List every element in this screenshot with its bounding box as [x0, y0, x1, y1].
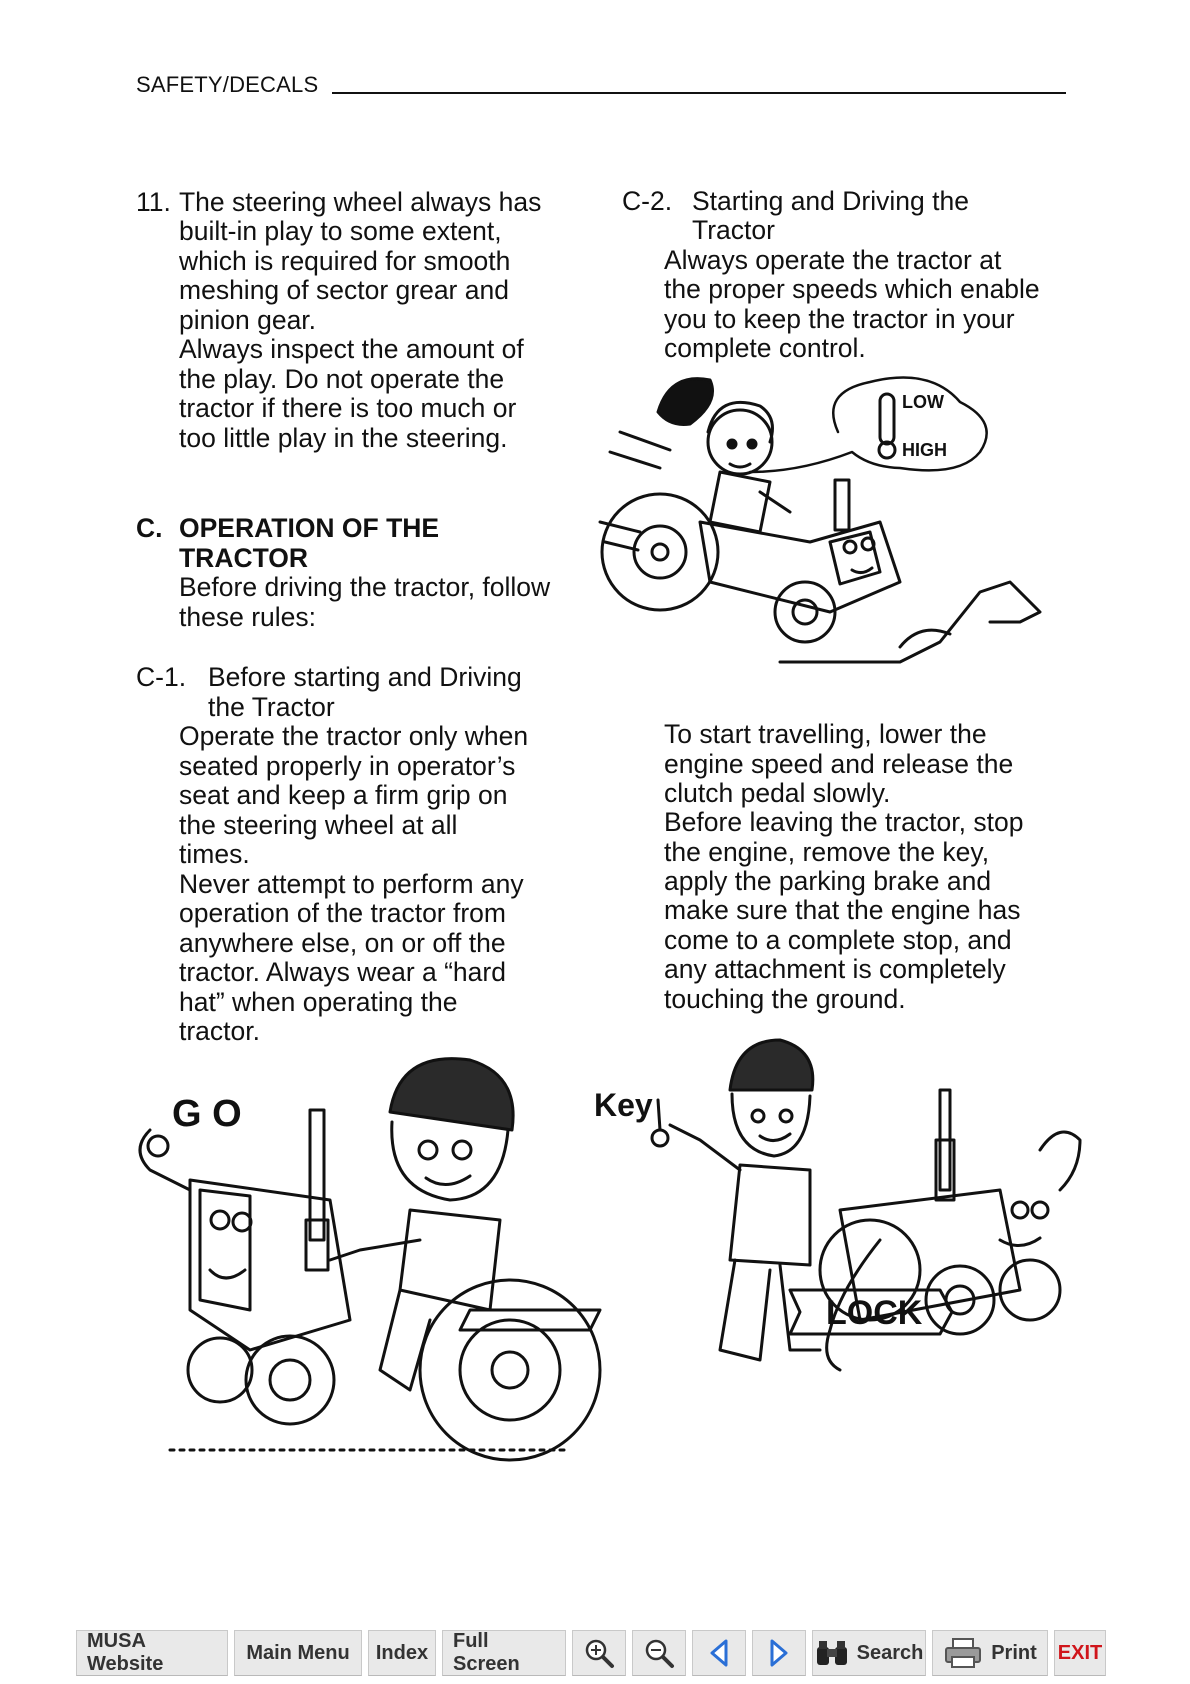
c2-body-line: complete control. [664, 333, 866, 363]
speed-low-label: LOW [902, 392, 944, 412]
zoom-in-icon [584, 1638, 614, 1668]
c1-body-line: Never attempt to perform any [179, 869, 524, 899]
c2-title: Tractor [692, 215, 775, 245]
lock-label: LOCK [826, 1294, 923, 1332]
go-label: G O [172, 1093, 242, 1135]
musa-website-label: MUSA Website [87, 1630, 164, 1675]
item-11-number: 11. [136, 187, 171, 217]
c2-para2-line: Before leaving the tractor, stop [664, 807, 1024, 837]
search-button[interactable] [812, 1630, 926, 1676]
c1-body-line: tractor. Always wear a “hard [179, 957, 506, 987]
c1-body-line: operation of the tractor from [179, 898, 506, 928]
c1-body-line: seated properly in operator’s [179, 751, 516, 781]
c2-para2-line: the engine, remove the key, [664, 837, 990, 867]
section-c-label: C. [136, 513, 163, 543]
next-page-icon [768, 1638, 790, 1668]
item-11-line: meshing of sector grear and [179, 275, 509, 305]
binoculars-icon [815, 1639, 849, 1667]
c1-title: the Tractor [208, 692, 335, 722]
c2-body-line: the proper speeds which enable [664, 274, 1040, 304]
parking-key-lock-illustration [594, 1030, 1120, 1430]
full-screen-button[interactable] [442, 1630, 566, 1676]
search-label: Search [856, 1641, 924, 1664]
full-screen-label: Full Screen [453, 1630, 520, 1675]
index-label: Index [375, 1641, 429, 1664]
header-rule [332, 92, 1066, 94]
c1-body-line: times. [179, 839, 250, 869]
item-11-line: The steering wheel always has [179, 187, 542, 217]
item-11-line: which is required for smooth [179, 246, 511, 276]
zoom-out-icon [644, 1638, 674, 1668]
key-label: Key [594, 1087, 653, 1123]
c2-para2-line: clutch pedal slowly. [664, 778, 891, 808]
zoom-in-button[interactable] [572, 1630, 626, 1676]
item-11-line: too little play in the steering. [179, 423, 508, 453]
c2-label: C-2. [622, 186, 673, 216]
print-label: Print [991, 1641, 1037, 1664]
section-c-title: TRACTOR [179, 543, 309, 573]
previous-page-icon [708, 1638, 730, 1668]
section-c-intro: Before driving the tractor, follow [179, 572, 551, 602]
item-11-line: Always inspect the amount of [179, 334, 524, 364]
c1-body-line: Operate the tractor only when [179, 721, 529, 751]
c2-body-line: you to keep the tractor in your [664, 304, 1015, 334]
item-11-line: pinion gear. [179, 305, 317, 335]
c2-para2-line: touching the ground. [664, 984, 906, 1014]
musa-website-button[interactable] [76, 1630, 228, 1676]
navigation-toolbar [76, 1630, 1106, 1678]
c1-body-line: the steering wheel at all [179, 810, 458, 840]
c1-title: Before starting and Driving [208, 662, 522, 692]
section-c-title: OPERATION OF THE [179, 513, 440, 543]
next-page-button[interactable] [752, 1630, 806, 1676]
section-c-intro: these rules: [179, 602, 316, 632]
c2-para2-line: To start travelling, lower the [664, 719, 987, 749]
main-menu-button[interactable] [234, 1630, 362, 1676]
item-11-line: the play. Do not operate the [179, 364, 505, 394]
printer-icon [943, 1637, 983, 1669]
c2-para2-line: come to a complete stop, and [664, 925, 1012, 955]
c1-body-line: hat” when operating the [179, 987, 458, 1017]
main-menu-label: Main Menu [246, 1641, 350, 1664]
c2-body-line: Always operate the tractor at [664, 245, 1002, 275]
header-title: SAFETY/DECALS [136, 72, 319, 97]
go-driving-illustration [130, 1050, 630, 1510]
index-button[interactable] [368, 1630, 436, 1676]
c1-body-line: anywhere else, on or off the [179, 928, 506, 958]
item-11-line: built-in play to some extent, [179, 216, 502, 246]
speed-high-label: HIGH [902, 440, 947, 460]
c1-label: C-1. [136, 662, 187, 692]
item-11-line: tractor if there is too much or [179, 393, 517, 423]
c2-para2-line: any attachment is completely [664, 954, 1006, 984]
zoom-out-button[interactable] [632, 1630, 686, 1676]
c2-para2-line: make sure that the engine has [664, 895, 1021, 925]
exit-button[interactable] [1054, 1630, 1106, 1676]
c1-body-line: seat and keep a firm grip on [179, 780, 508, 810]
exit-label: EXIT [1057, 1641, 1103, 1664]
page-header [136, 72, 1066, 98]
c2-para2-line: apply the parking brake and [664, 866, 992, 896]
print-button[interactable] [932, 1630, 1048, 1676]
c1-body-line: tractor. [179, 1016, 261, 1046]
previous-page-button[interactable] [692, 1630, 746, 1676]
c2-title: Starting and Driving the [692, 186, 969, 216]
speed-control-illustration [600, 372, 1100, 702]
c2-para2-line: engine speed and release the [664, 749, 1014, 779]
